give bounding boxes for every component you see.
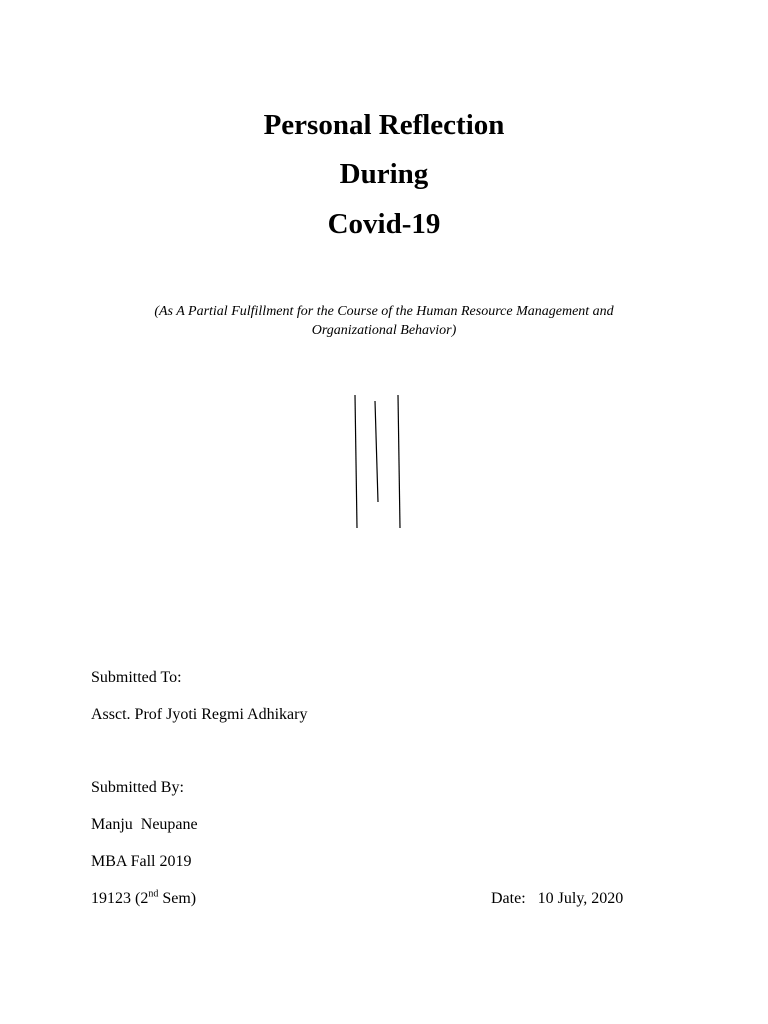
graphic-line-left [355,395,357,528]
title-line-1: Personal Reflection [263,109,505,141]
logo-lines-graphic [340,390,420,535]
roll-prefix: 19123 (2 [91,890,149,907]
date-value: 10 July, 2020 [537,890,624,907]
submitted-by-name: Manju Neupane [91,816,198,833]
date-label: Date: [491,890,526,907]
subtitle-line-1: (As A Partial Fulfillment for the Course of the Human Resource Management and [154,304,614,319]
graphic-line-right [398,395,400,528]
title-line-2: During [339,158,429,190]
date-line [491,889,623,909]
roll-superscript: nd [148,888,159,900]
roll-suffix: Sem) [158,890,197,907]
submitted-by-label: Submitted By: [91,779,184,796]
submitted-by-program: MBA Fall 2019 [91,853,192,870]
graphic-line-middle [375,401,378,502]
title-line-3: Covid-19 [327,208,441,240]
submitted-by-roll [91,889,196,909]
subtitle-line-2: Organizational Behavior) [311,323,457,338]
submitted-to-label: Submitted To: [91,669,182,686]
submitted-to-name: Assct. Prof Jyoti Regmi Adhikary [91,706,308,723]
